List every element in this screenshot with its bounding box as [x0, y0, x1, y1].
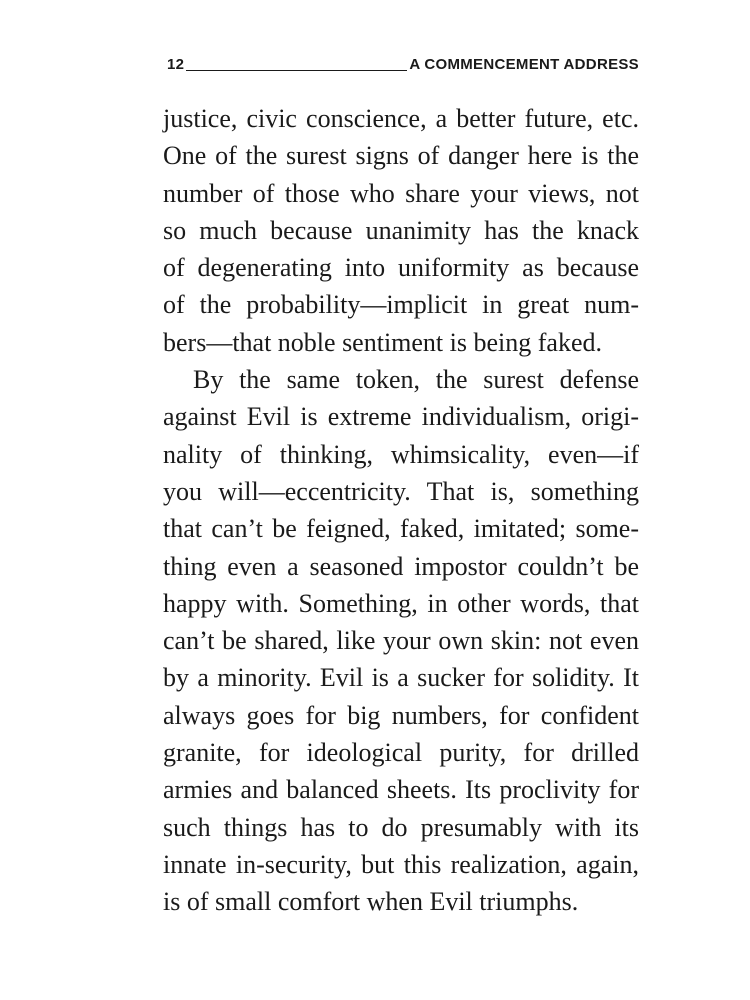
- text-line: happy with. Something, in other words, that: [163, 588, 639, 618]
- header-rule: [186, 70, 407, 71]
- text-line: bers—that noble sentiment is being faked.: [163, 327, 603, 357]
- text-line: always goes for big numbers, for confident: [163, 700, 639, 730]
- body-text: [163, 100, 639, 921]
- text-line: One of the surest signs of danger here is the: [163, 141, 639, 171]
- text-line: is of small comfort when Evil triumphs.: [163, 887, 579, 917]
- text-line: against Evil is extreme individualism, origi-: [163, 402, 639, 432]
- text-line: thing even a seasoned impostor couldn’t be: [163, 551, 639, 581]
- text-line: so much because unanimity has the knack: [163, 215, 639, 245]
- text-line: armies and balanced sheets. Its proclivity for: [163, 775, 639, 805]
- text-line: granite, for ideological purity, for drilled: [163, 738, 639, 768]
- text-line: number of those who share your views, not: [163, 178, 639, 208]
- paragraph: [163, 100, 639, 361]
- text-line: justice, civic conscience, a better future, etc.: [163, 104, 639, 133]
- running-title: A COMMENCEMENT ADDRESS: [409, 56, 639, 73]
- running-head: [167, 52, 639, 74]
- text-line: can’t be shared, like your own skin: not even: [163, 626, 639, 656]
- text-line: that can’t be feigned, faked, imitated; some-: [163, 514, 639, 544]
- text-line: such things has to do presumably with its: [163, 812, 639, 842]
- text-line: of degenerating into uniformity as because: [163, 253, 639, 283]
- text-line: by a minority. Evil is a sucker for solidity. It: [163, 663, 639, 693]
- paragraph: [163, 361, 639, 920]
- text-line: nality of thinking, whimsicality, even—if: [163, 439, 639, 469]
- text-line: you will—eccentricity. That is, something: [163, 476, 639, 506]
- text-line: of the probability—implicit in great num-: [163, 290, 639, 320]
- page-number: 12: [167, 56, 185, 73]
- text-line: innate in-security, but this realization, again,: [163, 849, 639, 879]
- text-line: By the same token, the surest defense: [193, 365, 639, 395]
